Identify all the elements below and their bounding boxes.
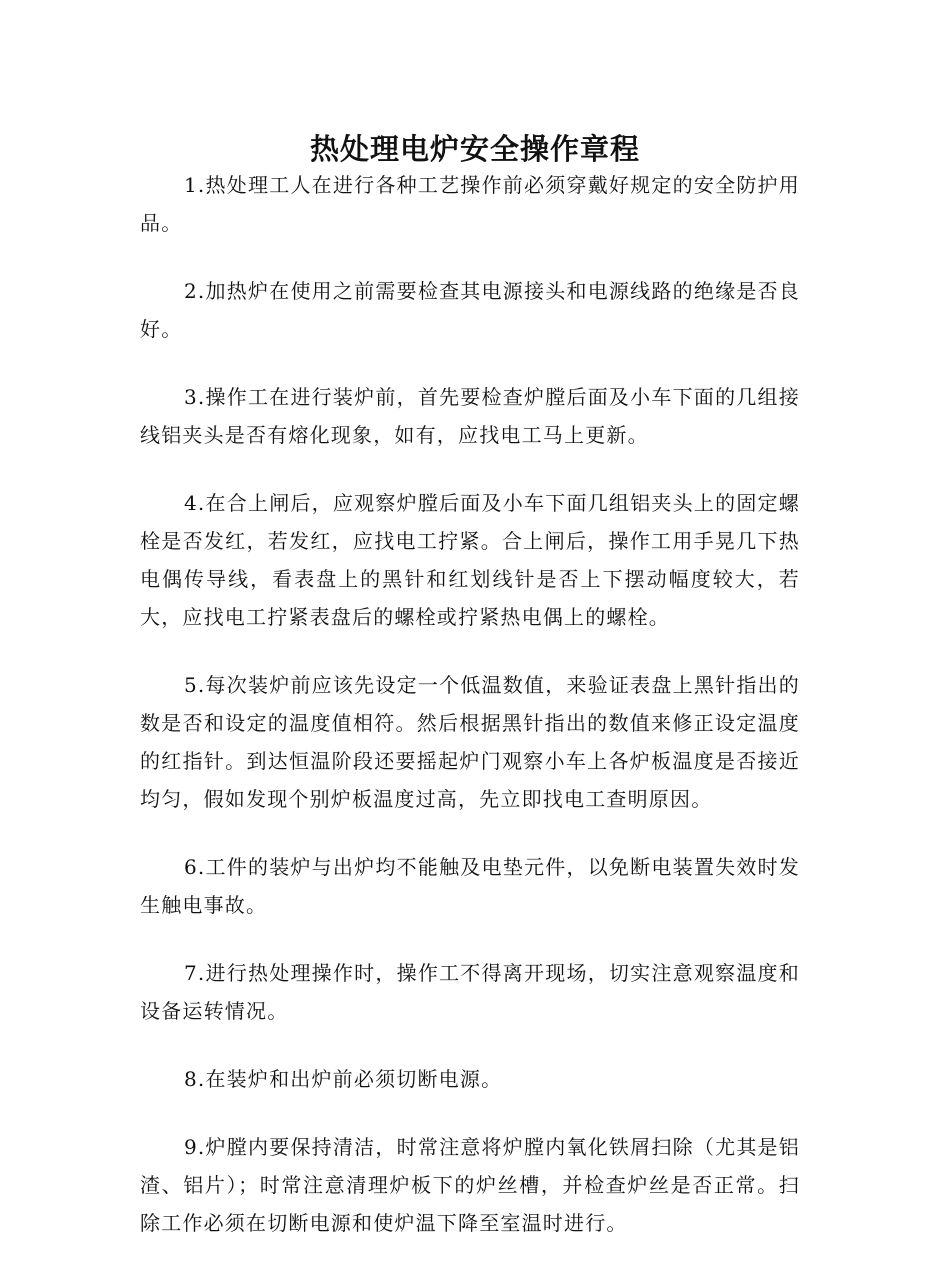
paragraph-6: 6.工件的装炉与出炉均不能触及电垫元件，以免断电装置失效时发生触电事故。 — [140, 855, 800, 917]
paragraph-2: 2.加热炉在使用之前需要检查其电源接头和电源线路的绝缘是否良好。 — [140, 279, 800, 341]
paragraph-3: 3.操作工在进行装炉前，首先要检查炉膛后面及小车下面的几组接线铝夹头是否有熔化现象，如有，应找电工马上更新。 — [140, 385, 800, 447]
paragraph-7: 7.进行热处理操作时，操作工不得离开现场，切实注意观察温度和设备运转情况。 — [140, 961, 800, 1023]
paragraph-8: 8.在装炉和出炉前必须切断电源。 — [184, 1067, 503, 1091]
document-title: 热处理电炉安全操作章程 — [309, 132, 640, 167]
document-body — [140, 166, 800, 1272]
paragraph-5: 5.每次装炉前应该先设定一个低温数值，来验证表盘上黑针指出的数是否和设定的温度值相符。然后根据黑针指出的数值来修正设定温度的红指针。到达恒温阶段还要摇起炉门观察小车上各炉板温度是否接近均匀，假如发现个别炉板温度过高，先立即找电工查明原因。 — [140, 673, 800, 811]
paragraph-4: 4.在合上闸后，应观察炉膛后面及小车下面几组铝夹头上的固定螺栓是否发红，若发红，应找电工拧紧。合上闸后，操作工用手晃几下热电偶传导线，看表盘上的黑针和红划线针是否上下摆动幅度较大，若大，应找电工拧紧表盘后的螺栓或拧紧热电偶上的螺栓。 — [140, 491, 800, 629]
paragraph-9: 9.炉膛内要保持清洁，时常注意将炉膛内氧化铁屑扫除（尤其是铝渣、铝片）；时常注意清理炉板下的炉丝槽，并检查炉丝是否正常。扫除工作必须在切断电源和使炉温下降至室温时进行。 — [140, 1135, 800, 1235]
paragraph-1: 1.热处理工人在进行各种工艺操作前必须穿戴好规定的安全防护用品。 — [140, 173, 800, 235]
